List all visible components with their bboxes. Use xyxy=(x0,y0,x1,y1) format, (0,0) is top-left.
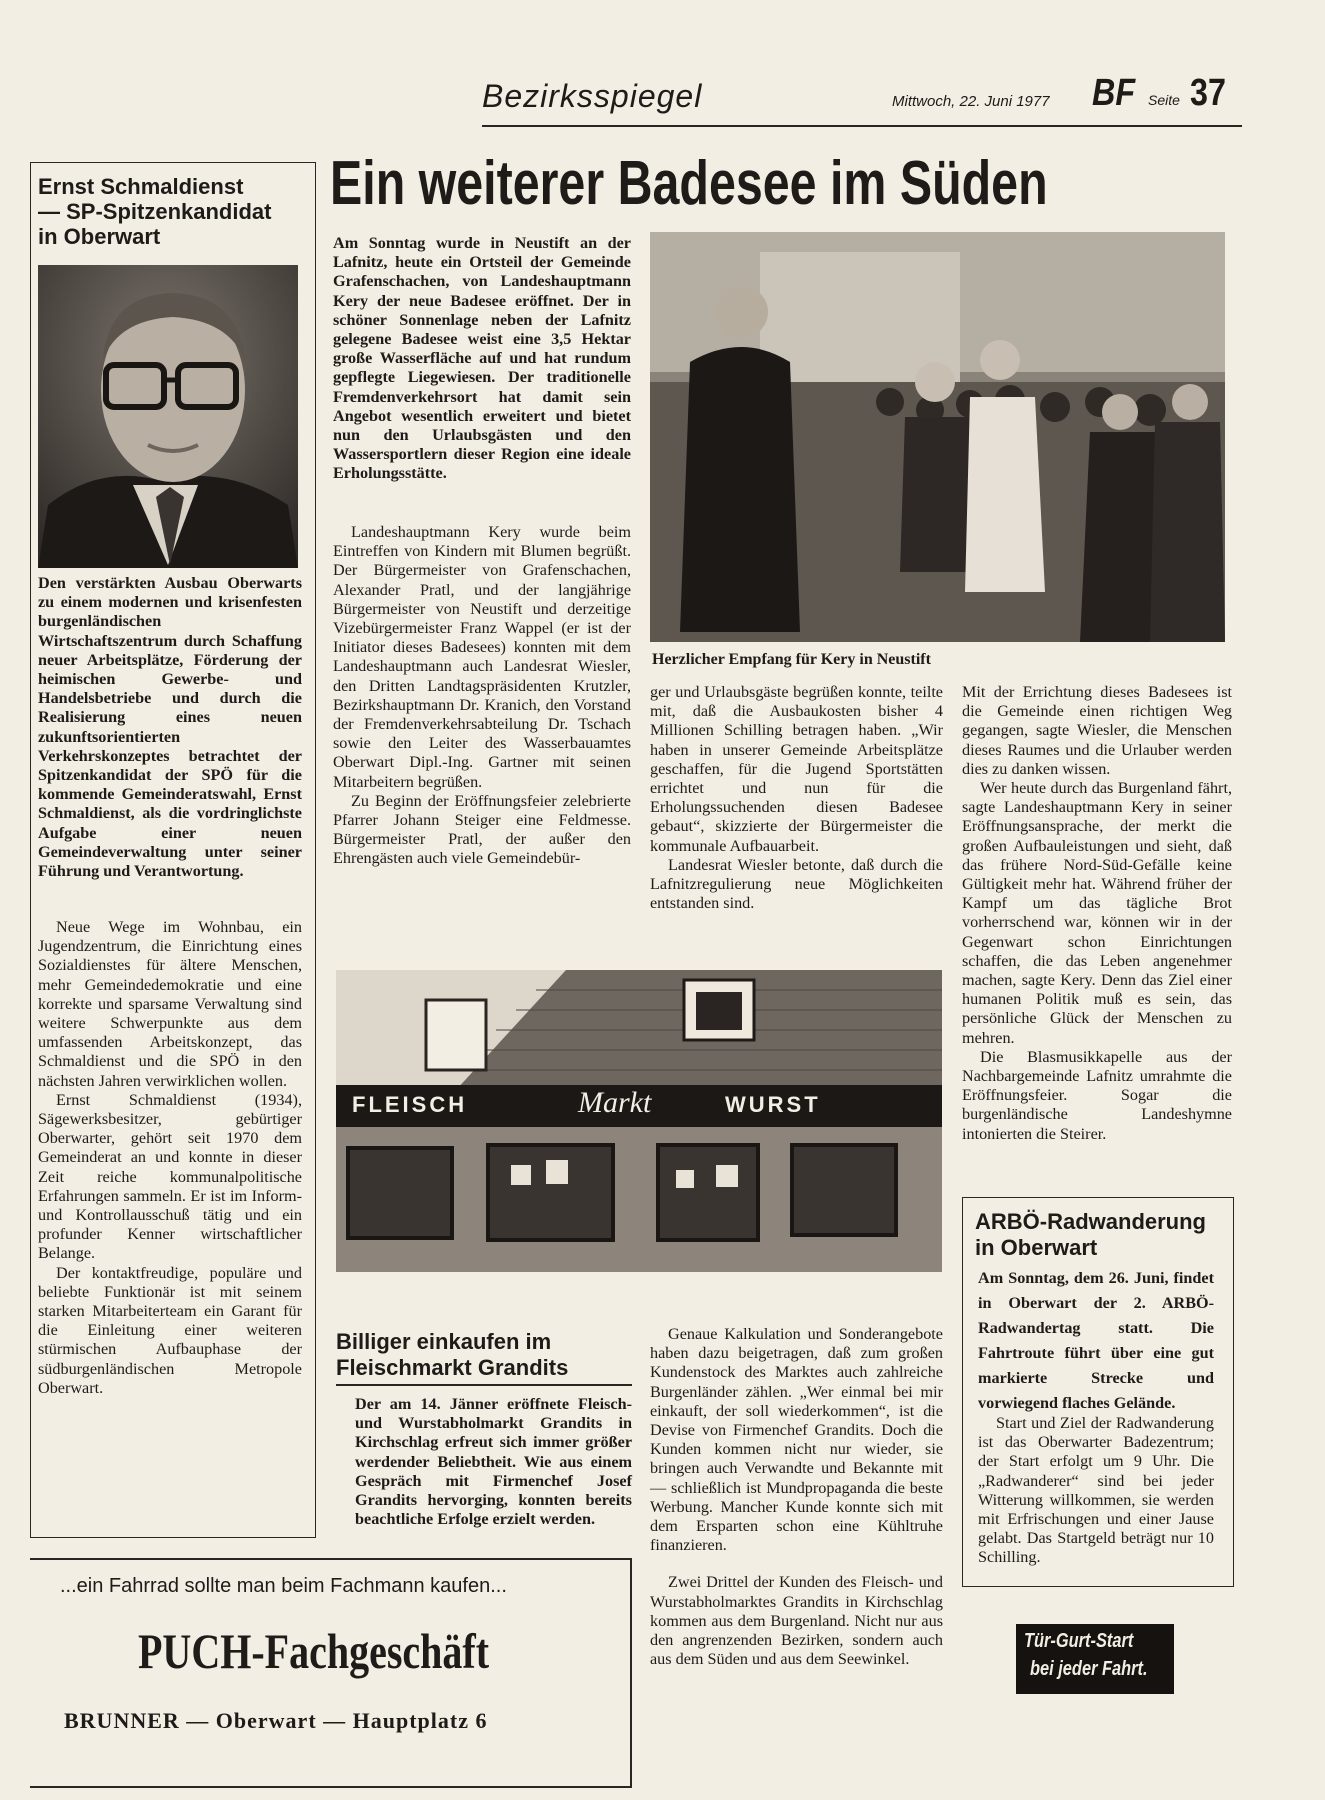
shop-illustration xyxy=(336,970,942,1272)
header-rule xyxy=(482,125,1242,127)
reception-photo xyxy=(650,232,1225,642)
puch-ad-brand: PUCH-Fachgeschäft xyxy=(138,1623,490,1679)
issue-date: Mittwoch, 22. Juni 1977 xyxy=(892,93,1050,110)
shop-sign-right: WURST xyxy=(725,1092,821,1117)
grandits-paragraph: Zwei Drittel der Kunden des Fleisch- und Wurstabholmarktes Grandits in Kirchschlag kommen aus dem Burgenland. Nicht nur aus den angrenzenden Bezirken, sondern auch aus dem Süden und aus dem Seewinkel. xyxy=(650,1573,943,1669)
grandits-rule xyxy=(336,1384,632,1386)
arbo-title-line2: in Oberwart xyxy=(975,1235,1098,1260)
section-title: Bezirksspiegel xyxy=(482,78,703,114)
grandits-title xyxy=(336,1329,636,1381)
sidebar-paragraph: Der kontaktfreudige, populäre und beliebte Funktionär ist mit seinem starken Mitarbeiterteam ein Garant für die Einleitung einer weiteren stürmischen Aufbauphase der südburgenländischen Metropole Oberwart. xyxy=(38,1263,302,1397)
gurt-ad-line2: bei jeder Fahrt. xyxy=(1030,1658,1148,1680)
reception-caption: Herzlicher Empfang für Kery in Neustift xyxy=(652,651,931,668)
arbo-title xyxy=(975,1209,1225,1261)
main-col2-paragraph: Landesrat Wiesler betonte, daß durch die Lafnitzregulierung neue Möglichkeiten entstanden sind. xyxy=(650,855,943,913)
grandits-lead: Der am 14. Jänner eröffnete Fleisch- und Wurstabholmarkt Grandits in Kirchschlag erfreut sich immer größer werdender Beliebtheit. Wie aus einem Gespräch mit Firmenchef Josef Grandits hervorging, konnten bereits beachtliche Erfolge erzielt werden. xyxy=(355,1395,632,1529)
portrait-photo xyxy=(38,265,298,568)
shop-sign-left: FLEISCH xyxy=(352,1092,468,1117)
grandits-paragraph: Genaue Kalkulation und Sonderangebote haben dazu beigetragen, daß zum großen Kundenstock des Marktes auch zahlreiche Burgenländer zählen. „Wer einmal bei mir einkauft, der soll wiederkommen“, ist die Devise von Firmenchef Grandits. Doch die Kunden kommen nicht nur wieder, sie bringen auch Verwandte und Bekannte mit — schließlich ist Mundpropaganda die beste Werbung. Mancher Kunde konnte sich mit dem Ersparten schon eine Kühltruhe finanzieren. xyxy=(650,1325,943,1555)
puch-ad-tagline: ...ein Fahrrad sollte man beim Fachmann kaufen... xyxy=(60,1575,507,1597)
arbo-lead: Am Sonntag, dem 26. Juni, findet in Oberwart der 2. ARBÖ-Radwandertag statt. Die Fahrtroute führt über eine gut markierte Strecke und vorwiegend flaches Gelände. xyxy=(978,1269,1214,1412)
page-label: Seite xyxy=(1148,92,1180,108)
sidebar-title-line2: — SP-Spitzenkandidat xyxy=(38,199,272,224)
main-col3-body xyxy=(962,683,1232,1144)
publication-logo: BF xyxy=(1092,72,1136,114)
main-col2-body xyxy=(650,683,943,913)
main-col3-paragraph: Die Blasmusikkapelle aus der Nachbargemeinde Lafnitz umrahmte die Eröffnungsfeier. Sogar die burgenländische Landeshymne intonierten die Steirer. xyxy=(962,1047,1232,1143)
arbo-paragraph: Start und Ziel der Radwanderung ist das Oberwarter Badezentrum; der Start erfolgt um 9 Uhr. Die „Radwanderer“ sind bei jeder Witterung willkommen, sie werden mit Erfrischungen und einer Jause gelabt. Das Startgeld beträgt nur 10 Schilling. xyxy=(978,1414,1214,1567)
grandits-body xyxy=(650,1325,943,1669)
grandits-title-line1: Billiger einkaufen im xyxy=(336,1329,552,1354)
sidebar-title-line1: Ernst Schmaldienst xyxy=(38,174,244,199)
main-headline: Ein weiterer Badesee im Süden xyxy=(330,149,1048,218)
gurt-ad-line1: Tür-Gurt-Start xyxy=(1024,1630,1134,1652)
sidebar-title xyxy=(38,174,308,249)
main-col3-paragraph: Mit der Errichtung dieses Badesees ist die Gemeinde einen richtigen Weg gegangen, sagte Wiesler, die Menschen dieses Raumes und die Urlauber werden dies zu danken wissen. xyxy=(962,683,1232,778)
portrait-illustration xyxy=(38,265,298,568)
sidebar-paragraph: Ernst Schmaldienst (1934), Sägewerksbesitzer, gebürtiger Oberwarter, gehört seit 1970 dem Gemeinderat an und konnte in dieser Zeit reiche kommunalpolitische Erfahrungen sammeln. Er ist im Inform- und Kontrollausschuß tätig und ein profunder Kenner wirtschaftlicher Belange. xyxy=(38,1090,302,1263)
main-col1-paragraph: Zu Beginn der Eröffnungsfeier zelebrierte Pfarrer Johann Steiger eine Feldmesse. Bürgermeister Pratl, der außer den Ehrengästen auch viele Gemeindebür- xyxy=(333,791,631,868)
shop-sign-script: Markt xyxy=(578,1086,652,1119)
sidebar-title-line3: in Oberwart xyxy=(38,224,161,249)
main-col1-paragraph: Landeshauptmann Kery wurde beim Eintreffen von Kindern mit Blumen begrüßt. Der Bürgermeister von Grafenschachen, Alexander Pratl, und der langjährige Bürgermeister von Neustift und derzeitige Vizebürgermeister Franz Wappel (er ist der Initiator dieses Badesees) konnten mit dem Landeshauptmann auch Landesrat Wiesler, den Dritten Landtagspräsidenten Krutzler, Bezirkshauptmann Dr. Kranich, den Vorstand der Fremdenverkehrsabteilung Dr. Tschach sowie den Leiter des Wasserbauamtes Oberwart Dipl.-Ing. Gartner mit seinen Mitarbeitern begrüßen. xyxy=(333,523,631,791)
sidebar-body xyxy=(38,918,302,1398)
sidebar-paragraph: Neue Wege im Wohnbau, ein Jugendzentrum, die Einrichtung eines Sozialdienstes für ältere Menschen, mehr Gemeindedemokratie und eine korrekte und sparsame Verwaltung sind weitere Schwerpunkte aus dem umfassenden Arbeitskonzept, das Schmaldienst und die SPÖ in den nächsten Jahren verwirklichen wollen. xyxy=(38,918,302,1090)
grandits-title-line2: Fleischmarkt Grandits xyxy=(336,1355,569,1380)
arbo-body xyxy=(978,1414,1214,1568)
shop-photo xyxy=(336,970,942,1272)
puch-ad-address: BRUNNER — Oberwart — Hauptplatz 6 xyxy=(64,1708,488,1733)
reception-illustration xyxy=(650,232,1225,642)
main-col2-paragraph: ger und Urlaubsgäste begrüßen konnte, teilte mit, daß die Ausbaukosten bisher 4 Millionen Schilling betragen haben. „Wir haben in unserer Gemeinde Arbeitsplätze geschaffen, für die Jugend Sportstätten errichtet und nun für die Erholungssuchenden diesen Badesee gebaut“, skizzierte der Bürgermeister die kommunale Aufbauarbeit. xyxy=(650,683,943,855)
arbo-title-line1: ARBÖ-Radwanderung xyxy=(975,1209,1206,1234)
sidebar-lead: Den verstärkten Ausbau Oberwarts zu einem modernen und krisenfesten burgenländischen Wirtschaftszentrum durch Schaffung neuer Arbeitsplätze, Förderung der heimischen Gewerbe- und Handelsbetriebe und durch die Realisierung eines neuen zukunftsorientierten Verkehrskonzeptes betrachtet der Spitzenkandidat der SPÖ für die kommende Gemeinderatswahl, Ernst Schmaldienst, als die vordringlichste Aufgabe einer neuen Gemeindeverwaltung unter seiner Führung und Verantwortung. xyxy=(38,574,302,881)
main-col3-paragraph: Wer heute durch das Burgenland fährt, sagte Landeshauptmann Kery in seiner Eröffnungsansprache, der merkt die großen Aufbauleistungen und sieht, daß das frühere Nord-Süd-Gefälle keine Gültigkeit mehr hat. Während früher der Kampf um das tägliche Brot vorherrschend war, können wir in der Gegenwart schon Einrichtungen schaffen, die das Leben angenehmer machen, sagte Kery. Denn das Ziel einer humanen Politik muß es sein, das persönliche Glück der Menschen zu mehren. xyxy=(962,779,1232,1047)
page-number: 37 xyxy=(1190,72,1226,114)
main-col1-body xyxy=(333,523,631,869)
main-lead: Am Sonntag wurde in Neustift an der Lafnitz, heute ein Ortsteil der Gemeinde Grafenschachen, von Landeshauptmann Kery der neue Badesee eröffnet. Der in schöner Sonnenlage neben der Lafnitz gelegene Badesee weist eine 3,5 Hektar große Wasserfläche auf und hat rundum gepflegte Liegewiesen. Der traditionelle Fremdenverkehrsort hat damit sein Angebot wesentlich erweitert und bietet nun den Urlaubsgästen und den Wassersportlern dieser Region eine ideale Erholungsstätte. xyxy=(333,234,631,483)
